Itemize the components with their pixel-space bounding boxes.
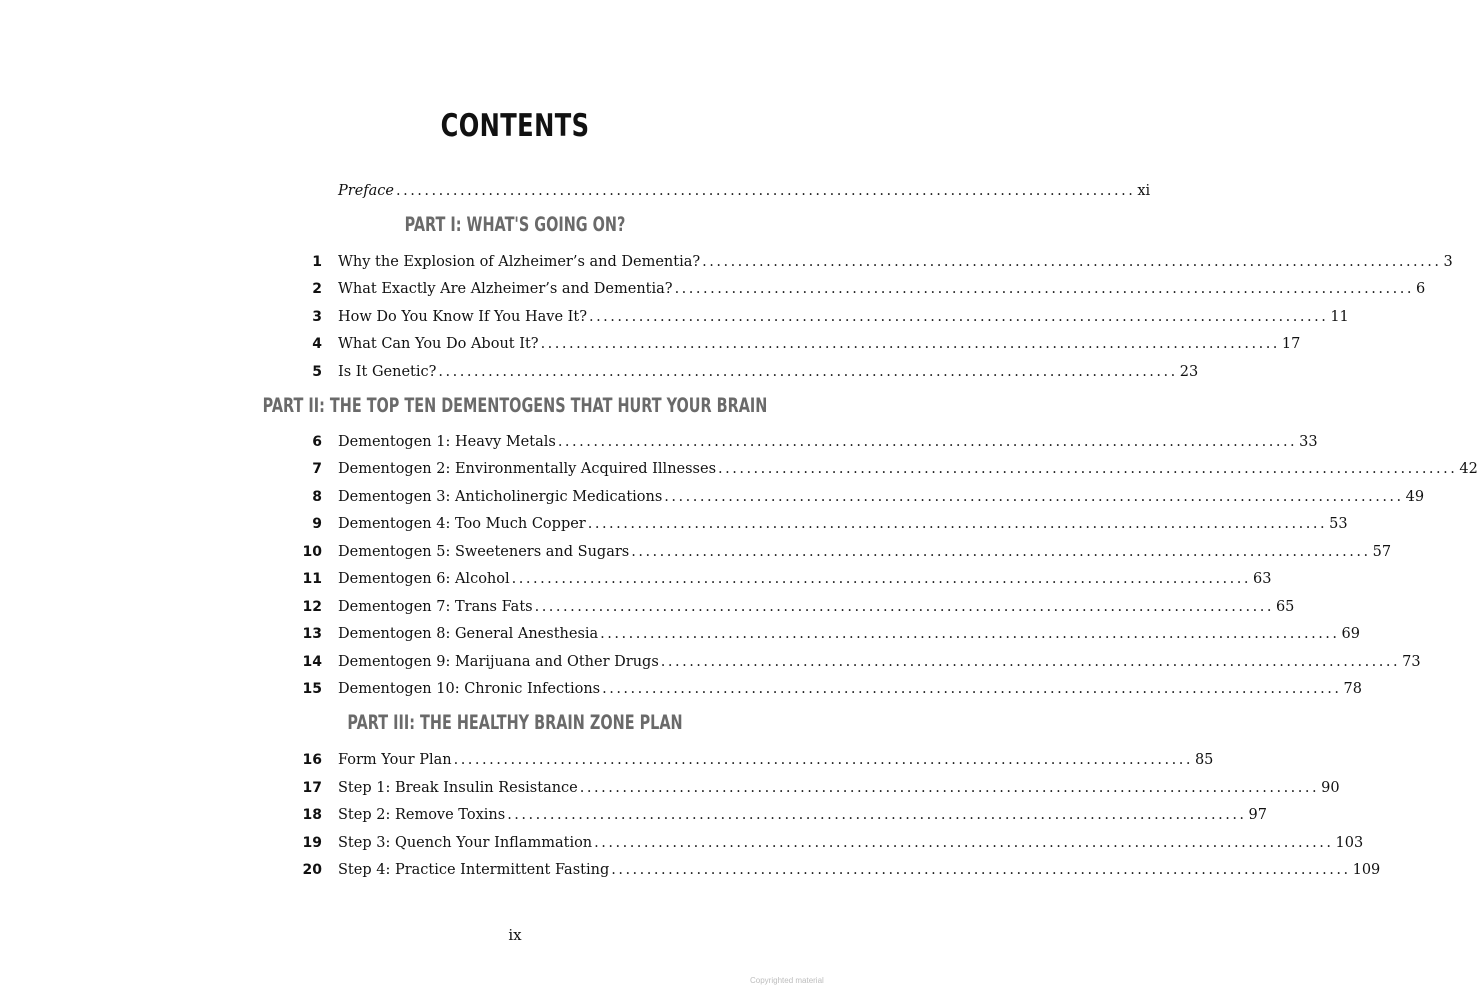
- toc-line: [338, 333, 1301, 355]
- toc-entry: [0, 749, 1214, 771]
- toc-entry: [0, 623, 1360, 645]
- toc-entry-title: Preface: [338, 183, 394, 199]
- leader-dots: ........................................................................................................: [507, 807, 1247, 823]
- chapter-title: Dementogen 2: Environmentally Acquired Illnesses: [338, 461, 717, 477]
- toc-entry: [0, 568, 1272, 590]
- part-heading: PART II: THE TOP TEN DEMENTOGENS THAT HURT YOUR BRAIN: [262, 394, 768, 417]
- toc-entry: [0, 678, 1362, 700]
- toc-line: [338, 486, 1425, 508]
- chapter-page: 63: [1253, 571, 1272, 587]
- toc-entry: [0, 361, 1199, 383]
- chapter-title: Dementogen 10: Chronic Infections: [338, 681, 601, 697]
- toc-entry: [0, 251, 1453, 273]
- leader-dots: ........................................................................................................: [540, 336, 1280, 352]
- chapter-number: 5: [312, 364, 322, 380]
- leader-dots: ........................................................................................................: [438, 364, 1178, 380]
- leader-dots: ........................................................................................................: [594, 835, 1334, 851]
- chapter-number: 3: [312, 309, 322, 325]
- chapter-number: 17: [302, 780, 322, 796]
- chapter-title: How Do You Know If You Have It?: [338, 309, 587, 325]
- toc-line: [338, 651, 1421, 673]
- chapter-number: 7: [312, 461, 322, 477]
- chapter-page: 57: [1372, 544, 1392, 560]
- toc-line: [338, 859, 1381, 881]
- toc-line: [338, 251, 1453, 273]
- chapter-title: Dementogen 8: General Anesthesia: [338, 626, 599, 642]
- leader-dots: ........................................................................................................: [579, 780, 1320, 796]
- toc-entry-preface: [0, 180, 1151, 202]
- chapter-number: 15: [302, 681, 322, 697]
- chapter-title: Dementogen 5: Sweeteners and Sugars: [338, 544, 630, 560]
- chapter-title: Dementogen 1: Heavy Metals: [338, 434, 556, 450]
- toc-line: [338, 568, 1272, 590]
- chapter-number: 2: [312, 281, 322, 297]
- chapter-title: Is It Genetic?: [338, 364, 437, 380]
- toc-line: [338, 431, 1318, 453]
- chapter-title: Step 3: Quench Your Inflammation: [338, 835, 593, 851]
- copyright-watermark: Copyrighted material: [750, 976, 824, 985]
- toc-line: [338, 513, 1348, 535]
- toc-line: [338, 832, 1364, 854]
- leader-dots: ........................................................................................................: [600, 626, 1340, 642]
- chapter-title: Why the Explosion of Alzheimer’s and Dementia?: [338, 254, 701, 270]
- leader-dots: ........................................................................................................: [660, 654, 1401, 670]
- leader-dots: ........................................................................................................: [534, 599, 1274, 615]
- chapter-title: Step 4: Practice Intermittent Fasting: [338, 862, 610, 878]
- toc-line: [338, 804, 1267, 826]
- chapter-number: 12: [302, 599, 322, 615]
- chapter-page: 78: [1343, 681, 1362, 697]
- chapter-page: 85: [1194, 752, 1214, 768]
- chapter-number: 9: [312, 516, 322, 532]
- leader-dots: ........................................................................................................: [511, 571, 1251, 587]
- chapter-number: 4: [312, 336, 322, 352]
- chapter-page: 65: [1275, 599, 1295, 615]
- chapter-page: 69: [1341, 626, 1360, 642]
- toc-line: [338, 361, 1199, 383]
- chapter-title: Dementogen 7: Trans Fats: [338, 599, 533, 615]
- chapter-number: 18: [302, 807, 322, 823]
- toc-entry: [0, 513, 1348, 535]
- chapter-title: Dementogen 3: Anticholinergic Medications: [338, 489, 663, 505]
- chapter-page: 103: [1335, 835, 1364, 851]
- chapter-number: 19: [302, 835, 322, 851]
- leader-dots: ........................................................................................................: [718, 461, 1458, 477]
- chapter-title: Form Your Plan: [338, 752, 452, 768]
- toc-line: [338, 278, 1426, 300]
- chapter-page: 6: [1415, 281, 1426, 297]
- chapter-title: What Exactly Are Alzheimer’s and Dementia?: [338, 281, 673, 297]
- chapter-number: 6: [312, 434, 322, 450]
- leader-dots: ........................................................................................................: [395, 183, 1136, 199]
- chapter-page: 3: [1443, 254, 1453, 270]
- toc-entry-page: xi: [1137, 183, 1151, 199]
- toc-entry: [0, 306, 1349, 328]
- leader-dots: ........................................................................................................: [702, 254, 1442, 270]
- toc-line: [338, 180, 1151, 202]
- toc-entry: [0, 333, 1301, 355]
- chapter-page: 73: [1402, 654, 1421, 670]
- chapter-title: Step 2: Remove Toxins: [338, 807, 506, 823]
- toc-line: [338, 623, 1360, 645]
- chapter-page: 17: [1281, 336, 1301, 352]
- toc-entry: [0, 651, 1421, 673]
- toc-line: [338, 678, 1362, 700]
- page-title: CONTENTS: [440, 108, 590, 144]
- toc-entry: [0, 804, 1267, 826]
- toc-entry: [0, 431, 1318, 453]
- leader-dots: ........................................................................................................: [453, 752, 1193, 768]
- leader-dots: ........................................................................................................: [611, 862, 1351, 878]
- chapter-page: 49: [1405, 489, 1425, 505]
- chapter-page: 33: [1299, 434, 1318, 450]
- chapter-page: 11: [1330, 309, 1349, 325]
- chapter-number: 1: [312, 254, 322, 270]
- toc-entry: [0, 486, 1425, 508]
- toc-entry: [0, 777, 1340, 799]
- toc-entry: [0, 596, 1295, 618]
- toc-line: [338, 458, 1478, 480]
- chapter-number: 14: [302, 654, 322, 670]
- leader-dots: ........................................................................................................: [557, 434, 1298, 450]
- toc-line: [338, 777, 1340, 799]
- chapter-number: 13: [302, 626, 322, 642]
- toc-line: [338, 749, 1214, 771]
- toc-entry: [0, 278, 1426, 300]
- chapter-title: Step 1: Break Insulin Resistance: [338, 780, 578, 796]
- chapter-title: Dementogen 4: Too Much Copper: [338, 516, 586, 532]
- toc-line: [338, 306, 1349, 328]
- chapter-page: 53: [1329, 516, 1348, 532]
- toc-entry: [0, 832, 1364, 854]
- chapter-page: 97: [1248, 807, 1267, 823]
- chapter-page: 109: [1352, 862, 1381, 878]
- toc-entry: [0, 458, 1478, 480]
- leader-dots: ........................................................................................................: [587, 516, 1328, 532]
- toc-line: [338, 541, 1392, 563]
- toc-entry: [0, 541, 1392, 563]
- chapter-title: Dementogen 9: Marijuana and Other Drugs: [338, 654, 659, 670]
- chapter-page: 42: [1459, 461, 1478, 477]
- chapter-number: 8: [312, 489, 322, 505]
- leader-dots: ........................................................................................................: [664, 489, 1404, 505]
- leader-dots: ........................................................................................................: [588, 309, 1329, 325]
- leader-dots: ........................................................................................................: [674, 281, 1414, 297]
- chapter-title: What Can You Do About It?: [338, 336, 539, 352]
- chapter-page: 23: [1179, 364, 1199, 380]
- leader-dots: ........................................................................................................: [602, 681, 1342, 697]
- part-heading: PART III: THE HEALTHY BRAIN ZONE PLAN: [347, 711, 683, 734]
- leader-dots: ........................................................................................................: [631, 544, 1371, 560]
- page-number: ix: [508, 926, 522, 944]
- chapter-number: 16: [302, 752, 322, 768]
- chapter-number: 10: [302, 544, 322, 560]
- part-heading: PART I: WHAT'S GOING ON?: [404, 213, 626, 236]
- chapter-page: 90: [1321, 780, 1340, 796]
- chapter-number: 11: [302, 571, 322, 587]
- toc-line: [338, 596, 1295, 618]
- chapter-number: 20: [302, 862, 322, 878]
- toc-entry: [0, 859, 1381, 881]
- chapter-title: Dementogen 6: Alcohol: [338, 571, 510, 587]
